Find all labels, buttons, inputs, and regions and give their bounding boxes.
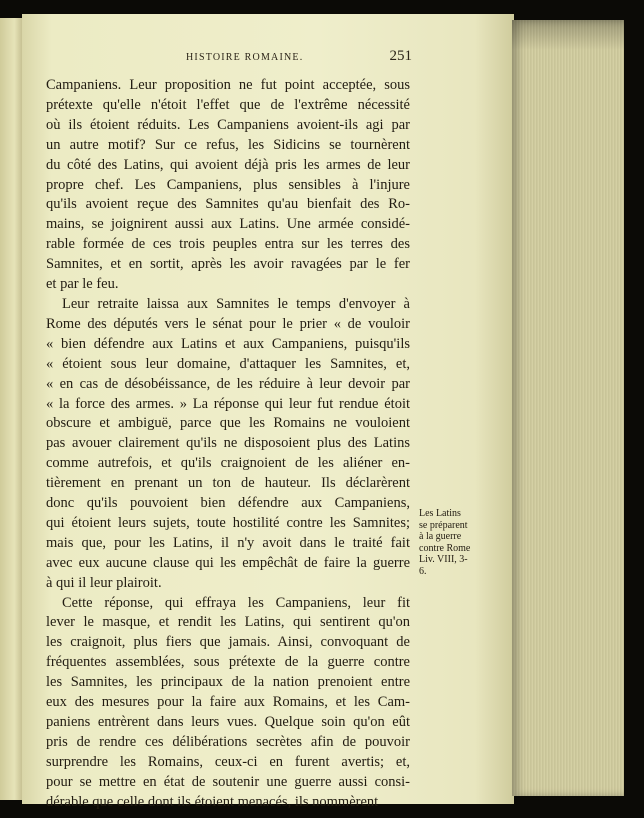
margin-note-line: Les Latins (419, 508, 461, 519)
text-line: donc qu'ils pouvoient bien défendre aux Campaniens, (46, 495, 410, 512)
text-line: obscure et ambiguë, parce que les Romains ne vouloient (46, 415, 410, 432)
paragraph (46, 594, 410, 813)
paragraph (46, 76, 410, 295)
text-line: et par le feu. (46, 276, 119, 293)
text-line: « la force des armes. » La réponse qui leur fut rendue étoit (46, 395, 410, 412)
body-text (46, 76, 410, 813)
text-line: pour se mettre en état de soutenir une guerre aussi consi- (46, 773, 410, 790)
text-line: du côté des Latins, qui avoient déjà pris les armes de leur (46, 156, 410, 173)
margin-note (419, 508, 491, 577)
text-line: « étoient sous leur domaine, d'attaquer les Samnites, et, (46, 355, 410, 372)
text-line: pas avouer clairement qu'ils ne disposoient plus des Latins (46, 435, 410, 452)
margin-note-line: Liv. VIII, 3- (419, 554, 468, 565)
facing-page-edge (0, 18, 24, 800)
text-line: un autre motif? Sur ce refus, les Sidicins se tournèrent (46, 136, 410, 153)
margin-note-line: se préparent (419, 519, 468, 531)
text-line: mais que, pour les Latins, il n'y avoit dans le traité fait (46, 534, 410, 551)
text-line: Rome des députés vers le sénat pour le prier « de vouloir (46, 315, 410, 332)
page-stack-edges (512, 20, 624, 796)
text-line: mains, se joignirent aussi aux Latins. Une armée considé- (46, 216, 410, 233)
margin-note-line: contre Rome (419, 542, 471, 554)
running-title: HISTOIRE ROMAINE. (186, 52, 304, 63)
text-line: « en cas de désobéissance, de les réduire à leur devoir par (46, 375, 410, 392)
text-line: Samnites, et en sortit, après les avoir ravagées par le fer (46, 256, 410, 273)
text-line: dérable que celle dont ils étoient menacés, ils nommèrent (46, 793, 379, 810)
text-line: à qui il leur plairoit. (46, 574, 162, 591)
text-line: où ils étoient réduits. Les Campaniens avoient-ils agi par (46, 116, 410, 133)
text-line: Cette réponse, qui effraya les Campaniens, leur fit (62, 594, 410, 611)
page-header (186, 50, 412, 70)
text-line: comme autrefois, et qu'ils craignoient de les aliéner en- (46, 455, 410, 472)
margin-note-line: 6. (419, 565, 427, 577)
text-line: prétexte qu'elle n'étoit l'effet que de l'extrême nécessité (46, 96, 410, 113)
page-number: 251 (389, 48, 412, 64)
text-line: tièrement en prenant un ton de hauteur. Ils déclarèrent (46, 475, 410, 492)
text-line: fréquentes assemblées, sous prétexte de la guerre contre (46, 654, 410, 671)
text-line: Campaniens. Leur proposition ne fut point acceptée, sous (46, 77, 410, 93)
page-stack-shadow (512, 20, 624, 50)
text-line: propre chef. Les Campaniens, plus sensibles à l'injure (46, 176, 410, 193)
text-line: paniens entrèrent dans leurs vues. Quelque soin qu'on eût (46, 714, 410, 730)
text-line: les Samnites, les principaux de la nation prenoient entre (46, 674, 410, 691)
text-line: lever le masque, et rendit les Latins, qui sentirent qu'on (46, 614, 410, 631)
text-line: surprendre les Romains, ceux-ci en furent avertis; et, (46, 753, 410, 770)
text-line: rable formée de ces trois peuples entra sur les terres des (46, 236, 410, 253)
text-line: les craignoit, plus fiers que jamais. Ainsi, convoquant de (46, 634, 410, 651)
text-line: avec eux aucune clause qui les empêchât de faire la guerre (46, 554, 410, 571)
text-line: « bien défendre aux Latins et aux Campaniens, puisqu'ils (46, 335, 410, 352)
text-line: pris de rendre ces délibérations secrètes afin de pouvoir (46, 733, 410, 750)
text-line: eux des mesures pour la faire aux Romains, et les Cam- (46, 694, 410, 711)
text-line: qu'ils avoient reçue des Samnites qu'au bienfait des Ro- (46, 196, 410, 213)
text-line: qui étoient leurs sujets, toute hostilité contre les Samnites; (46, 514, 410, 531)
margin-note-line: à la guerre (419, 531, 462, 542)
paragraph (46, 295, 410, 594)
text-line: Leur retraite laissa aux Samnites le temps d'envoyer à (62, 295, 410, 312)
